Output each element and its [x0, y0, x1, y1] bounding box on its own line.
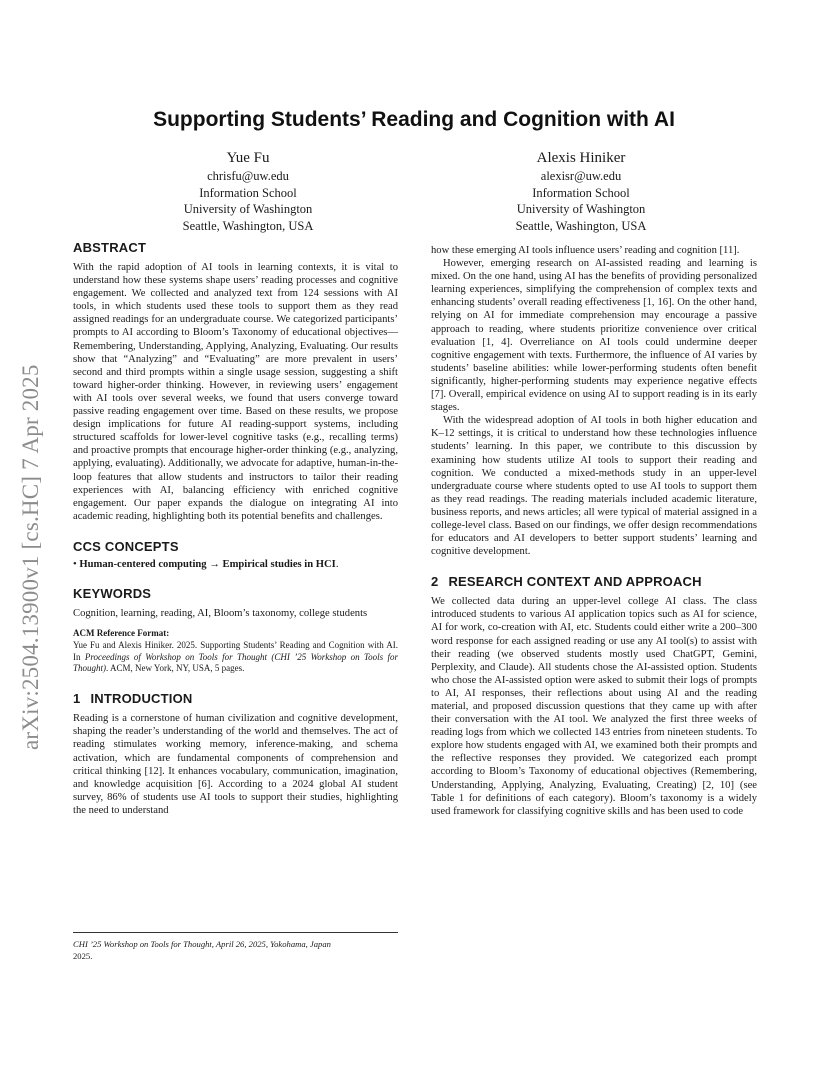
- author-email: chrisfu@uw.edu: [207, 169, 289, 183]
- acm-reference-authors: Yue Fu and Alexis Hiniker. 2025. Supporting Students’ Reading and Cognition with AI. In: [73, 639, 398, 662]
- acm-reference-format: [73, 628, 398, 675]
- author-name: Yue Fu: [226, 150, 270, 166]
- abstract-text: With the rapid adoption of AI tools in learning contexts, it is vital to understand how these systems shape users’ reading processes and cognitive engagement. We collected and analyzed text from 124 sessions with AI tools, in which students used these tools to support them as they read assigned readings for an undergraduate course. We categorized participants’ prompts to AI according to Bloom’s Taxonomy of educational objectives—Remembering, Understanding, Applying, Analyzing, Evaluating. Our results show that “Analyzing” and “Evaluating” are more prevalent in users’ second and third prompts within a single usage session, suggesting a shift toward higher-order thinking. However, in reviewing users’ engagement with AI tools over several weeks, we found that users converge toward passive reading engagement over time. Based on these results, we propose design implications for future AI reading-support systems, including structured scaffolds for lower-level cognitive tasks (e.g., recalling terms) and proactive prompts that encourage higher-order thinking (e.g., analyzing, applying, evaluating). Additionally, we advocate for adaptive, human-in-the-loop features that allow students and instructors to tailor their reading experiences with AI, balancing efficiency with enriched cognitive engagement. Our paper expands the dialogue on integrating AI into academic reading, highlighting both its potential benefits and challenges.: [73, 262, 398, 522]
- keywords-heading: KEYWORDS: [73, 585, 152, 601]
- footnote-year: 2025.: [73, 950, 93, 961]
- author-block-1: [98, 149, 398, 234]
- acm-reference-rest: . ACM, New York, NY, USA, 5 pages.: [106, 663, 245, 674]
- acm-reference-text: [73, 640, 398, 675]
- body-paragraph: We collected data during an upper-level college AI class. The class introduced students to various AI application topics such as AI for science, AI for work, co-creation with AI, etc. Students could either write a 200–300 word response for each assigned reading or use any AI tool(s) to assist with their reading (we observed students mostly used ChatGPT, Gemini, Perplexity, and Claude). All students chose the AI-assisted option. Students who chose the AI-assisted option were asked to submit their logs of prompts to AI, AI responses, their reflections about using AI and the reading material, and proposed discussion questions that they came up with after their conversation with the AI tool. We analyzed the first three weeks of reading logs from which we collected 143 entries from nineteen students. To explore how students engaged with AI, we examined both their prompts and the reflective responses they provided. We categorized each prompt according to Bloom’s Taxonomy of educational objectives (Remembering, Understanding, Applying, Analyzing, Evaluating, Creating) [2, 10] (see Table 1 for definitions of each category). Bloom’s taxonomy is a widely used framework for classifying cognitive skills and has been used to code: [431, 596, 757, 817]
- author-block-2: [431, 149, 731, 234]
- author-location: Seattle, Washington, USA: [515, 218, 647, 233]
- ccs-subconcept: Empirical studies in HCI: [222, 558, 336, 570]
- section-title: RESEARCH CONTEXT AND APPROACH: [448, 574, 702, 590]
- right-column: [431, 244, 757, 818]
- ccs-bullet: •: [73, 558, 77, 570]
- author-university: University of Washington: [516, 202, 646, 216]
- section-title: INTRODUCTION: [90, 691, 193, 707]
- arxiv-identifier: arXiv:2504.13900v1 [cs.HC] 7 Apr 2025: [18, 364, 43, 750]
- section-number: 1: [73, 691, 81, 707]
- ccs-end: .: [335, 558, 339, 570]
- section-number: 2: [431, 574, 439, 590]
- ccs-concept: Human-centered computing: [79, 558, 207, 570]
- left-column: [73, 240, 398, 817]
- acm-reference-venue: Proceedings of Workshop on Tools for Thought (CHI ’25 Workshop on Tools for Thought): [73, 651, 398, 674]
- introduction-heading: [73, 691, 398, 706]
- abstract-heading: ABSTRACT: [73, 240, 147, 255]
- author-email: alexisr@uw.edu: [540, 169, 622, 183]
- research-context-heading: [431, 574, 757, 589]
- author-name: Alexis Hiniker: [536, 150, 626, 166]
- ccs-arrow: →: [209, 558, 220, 570]
- author-department: Information School: [532, 185, 630, 200]
- footnote-rule: [73, 932, 398, 933]
- acm-reference-heading: ACM Reference Format:: [73, 628, 170, 639]
- author-department: Information School: [199, 185, 297, 200]
- ccs-concepts-line: [73, 558, 398, 571]
- body-paragraph: With the widespread adoption of AI tools in both higher education and K–12 settings, it is critical to understand how these technologies influence students’ learning. In this paper, we contribute to this discussion by examining how students utilize AI tools to support their reading and cognition. We conducted a mixed-methods study in an upper-level undergraduate course where students opted to use AI tools to support them as they read readings. The reading materials included academic literature, business reports, and news articles; all were typical of material assigned in a college-level class. Based on our findings, we offer design recommendations for educators and AI developers to better support students’ learning and cognitive development.: [431, 415, 757, 558]
- footnote-venue: CHI ’25 Workshop on Tools for Thought, April 26, 2025, Yokohama, Japan: [73, 939, 331, 949]
- author-location: Seattle, Washington, USA: [182, 218, 314, 233]
- body-paragraph: However, emerging research on AI-assisted reading and learning is mixed. On the one hand, using AI has the benefits of providing personalized learning experiences, simplifying the comprehension of complex texts and enhancing students’ overall reading effectiveness [1, 16]. On the other hand, relying on AI for immediate comprehension may encourage a passive approach to reading, where students prioritize convenience over critical evaluation [1, 4]. Overreliance on AI tools could undermine deeper cognitive engagement with texts. Furthermore, the influence of AI varies by students’ baseline abilities: while lower-performing students often benefit significantly, higher-performing students may experience negative effects [7]. Overall, empirical evidence on using AI to support reading is in its early stages.: [431, 258, 757, 414]
- keywords-text: Cognition, learning, reading, AI, Bloom’s taxonomy, college students: [73, 607, 368, 619]
- arxiv-identifier-sidebar: [18, 290, 58, 750]
- introduction-paragraph: Reading is a cornerstone of human civilization and cognitive development, shaping the reader’s understanding of the world and themselves. The act of reading stimulates working memory, inference-making, and schema activation, which are fundamental components of comprehension and critical thinking [12]. It enhances vocabulary, communication, imagination, and knowledge acquisition [6]. According to a 2024 global AI student survey, 86% of students use AI tools to support their studies, highlighting the need to understand: [73, 713, 398, 816]
- paper-title: Supporting Students’ Reading and Cognition with AI: [153, 108, 675, 131]
- ccs-concepts-heading: CCS CONCEPTS: [73, 538, 179, 554]
- author-university: University of Washington: [183, 202, 313, 216]
- continued-paragraph: how these emerging AI tools influence users’ reading and cognition [11].: [431, 245, 740, 256]
- footnote-block: [73, 932, 398, 962]
